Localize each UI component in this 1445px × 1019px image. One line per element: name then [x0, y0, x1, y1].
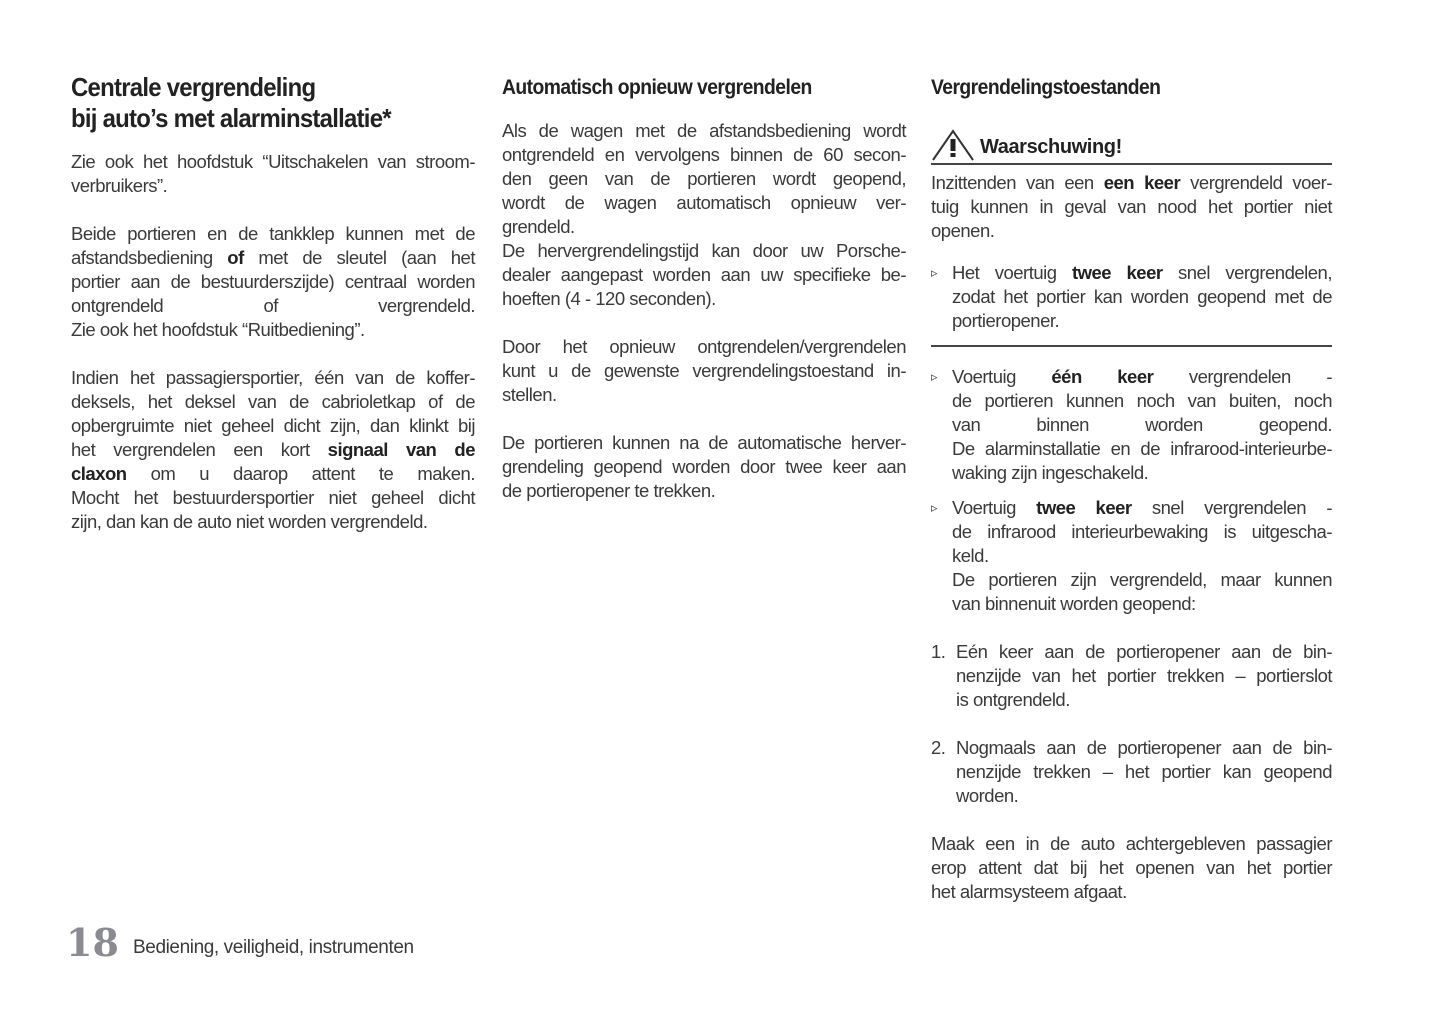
text-line: portieropener. [952, 310, 1060, 331]
warning-text [931, 171, 1332, 243]
step-number: 2. [931, 737, 946, 758]
text-line: ontgrendeld of vergrendeld. [71, 295, 475, 316]
bold-emphasis: claxon [71, 463, 127, 484]
text-line: erop attent dat bij het openen van het portier [931, 857, 1332, 878]
text-line: De alarminstallatie en de infrarood-interieurbe- [952, 438, 1332, 459]
text-line: Zie ook het hoofdstuk “Uitschakelen van stroom- [71, 151, 475, 172]
heading-line: Centrale vergrendeling [71, 72, 316, 102]
text-line: Door het opnieuw ontgrendelen/vergrendelen [502, 336, 906, 357]
text-block [952, 261, 1332, 333]
text-line: stellen. [502, 384, 557, 405]
text-line: Mocht het bestuurdersportier niet geheel dicht [71, 487, 475, 508]
warning-label: Waarschuwing! [980, 136, 1122, 158]
warning-end-rule [931, 345, 1332, 347]
paragraph [71, 222, 475, 342]
numbered-step [931, 640, 1332, 712]
text-line: Voertuig één keer vergrendelen - [952, 366, 1332, 387]
paragraph [502, 335, 906, 407]
paragraph [502, 431, 906, 503]
triangle-bullet-icon: ▹ [931, 265, 938, 280]
triangle-bullet-icon: ▹ [931, 500, 938, 515]
text-line: de portieropener te trekken. [502, 480, 716, 501]
text-line: Zie ook het hoofdstuk “Ruitbediening”. [71, 319, 365, 340]
text-line: De portieren kunnen na de automatische herver- [502, 432, 906, 453]
text-block [956, 736, 1332, 808]
text-line: van binnenuit worden geopend: [952, 593, 1196, 614]
paragraph [502, 119, 906, 311]
section-body [931, 171, 1332, 928]
footer-section-title: Bediening, veiligheid, instrumenten [133, 937, 414, 958]
text-block [952, 365, 1332, 485]
text-line: grendeld. [502, 216, 575, 237]
text-line: De portieren zijn vergrendeld, maar kunnen [952, 569, 1332, 590]
text-line: zijn, dan kan de auto niet worden vergrendeld. [71, 511, 428, 532]
bold-emphasis: één keer [1051, 366, 1154, 387]
warning-bullet [931, 261, 1332, 333]
text-line: de infrarood interieurbewaking is uitgescha- [952, 521, 1332, 542]
text-line: ontgrendeld en vervolgens binnen de 60 secon- [502, 144, 906, 165]
bold-emphasis: twee keer [1036, 497, 1132, 518]
text-line: wordt de wagen automatisch opnieuw ver- [502, 192, 906, 213]
text-line: van binnen worden geopend. [952, 414, 1332, 435]
warning-triangle-icon [931, 129, 975, 161]
text-line: tuig kunnen in geval van nood het portier niet [931, 196, 1332, 217]
text-line: nenzijde van het portier trekken – portierslot [956, 665, 1332, 686]
text-line: verbruikers”. [71, 175, 168, 196]
text-line: den geen van de portieren wordt geopend, [502, 168, 906, 189]
page-number: 18 [66, 920, 119, 965]
text-line: Als de wagen met de afstandsbediening wordt [502, 120, 906, 141]
closing-paragraph [931, 832, 1332, 904]
text-line: Eén keer aan de portieropener aan de bin- [956, 641, 1332, 662]
numbered-step [931, 736, 1332, 808]
bullet-item [931, 365, 1332, 485]
text-line: portier aan de bestuurderszijde) centraal worden [71, 271, 475, 292]
text-block [952, 496, 1332, 616]
text-line: het vergrendelen een kort signaal van de [71, 439, 475, 460]
text-line: Het voertuig twee keer snel vergrendelen, [952, 262, 1332, 283]
text-line: Voertuig twee keer snel vergrendelen - [952, 497, 1333, 518]
text-line: afstandsbediening of met de sleutel (aan het [71, 247, 475, 268]
text-line: de portieren kunnen noch van buiten, noch [952, 390, 1332, 411]
paragraph [71, 366, 475, 534]
text-line: De hervergrendelingstijd kan door uw Porsche- [502, 240, 906, 261]
text-line: opbergruimte niet geheel dicht zijn, dan klinkt bij [71, 415, 475, 436]
text-line: Beide portieren en de tankklep kunnen met de [71, 223, 475, 244]
text-line: het alarmsysteem afgaat. [931, 881, 1127, 902]
text-line: Indien het passagiersportier, één van de koffer- [71, 367, 475, 388]
triangle-bullet-icon: ▹ [931, 369, 938, 384]
section-heading [71, 72, 391, 134]
section-body [502, 119, 906, 527]
text-block [956, 640, 1332, 712]
text-line: Inzittenden van een een keer vergrendeld voer- [931, 172, 1332, 193]
paragraph [71, 150, 475, 198]
text-line: openen. [931, 220, 995, 241]
text-line: grendeling geopend worden door twee keer aan [502, 456, 906, 477]
text-line: kunt u de gewenste vergrendelingstoestand in- [502, 360, 906, 381]
bold-emphasis: signaal van de [327, 439, 475, 460]
bullet-item [931, 496, 1332, 616]
text-line: is ontgrendeld. [956, 689, 1070, 710]
section-heading: Automatisch opnieuw vergrendelen [502, 76, 812, 99]
text-line: Maak een in de auto achtergebleven passagier [931, 833, 1332, 854]
warning-header [931, 126, 1332, 165]
bold-emphasis: of [227, 247, 244, 268]
section-heading: Vergrendelingstoestanden [931, 76, 1161, 99]
step-number: 1. [931, 641, 946, 662]
text-line: zodat het portier kan worden geopend met de [952, 286, 1332, 307]
bold-emphasis: een keer [1103, 172, 1181, 193]
text-line: waking zijn ingeschakeld. [952, 462, 1149, 483]
section-body [71, 150, 475, 558]
text-line: claxon om u daarop attent te maken. [71, 463, 475, 484]
text-line: keld. [952, 545, 989, 566]
text-line: deksels, het deksel van de cabrioletkap of de [71, 391, 475, 412]
text-line: Nogmaals aan de portieropener aan de bin- [956, 737, 1332, 758]
text-line: dealer aangepast worden aan uw specifieke be- [502, 264, 906, 285]
text-line: worden. [956, 785, 1019, 806]
text-line: nenzijde trekken – het portier kan geopend [956, 761, 1332, 782]
bold-emphasis: twee keer [1071, 262, 1163, 283]
text-line: hoeften (4 - 120 seconden). [502, 288, 716, 309]
heading-line: bij auto’s met alarminstallatie* [71, 103, 391, 133]
